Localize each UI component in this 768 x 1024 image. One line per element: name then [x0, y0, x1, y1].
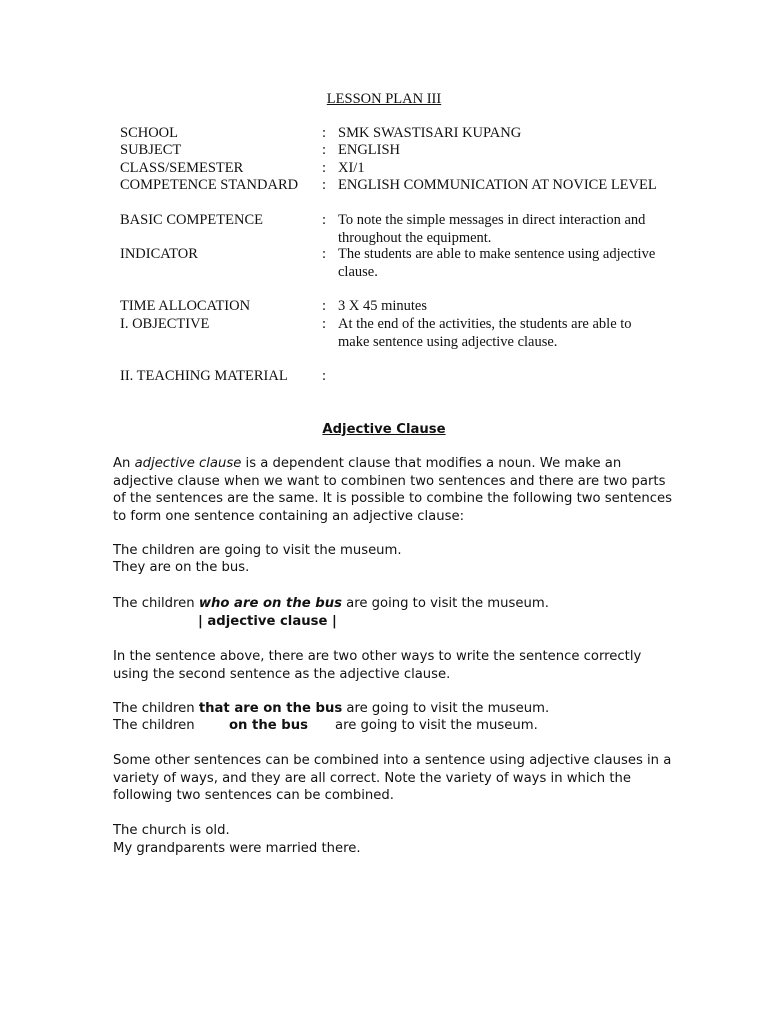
- alt2-clause: on the bus: [229, 718, 308, 733]
- info-value: To note the simple messages in direct interaction and throughout the equipment.: [338, 212, 646, 246]
- info-label: CLASS/SEMESTER: [120, 160, 244, 176]
- info-colon: :: [322, 125, 327, 141]
- intro-term: adjective clause: [134, 456, 242, 471]
- page-title: LESSON PLAN III: [326, 91, 442, 107]
- paragraph-two-ways: In the sentence above, there are two other ways to write the sentence correctly using the second sentence as the adjective clause.: [113, 649, 642, 682]
- example2-sentence-2: My grandparents were married there.: [113, 841, 361, 856]
- adjective-clause-marker: | adjective clause |: [198, 614, 337, 629]
- info-colon: :: [322, 316, 327, 332]
- info-label: SCHOOL: [120, 125, 179, 141]
- combined-sentence: [113, 595, 549, 613]
- alternative-sentence-2: [113, 717, 538, 735]
- alt2-pre: The children: [113, 718, 195, 733]
- info-value: ENGLISH: [338, 142, 401, 158]
- combined-pre: The children: [113, 596, 199, 611]
- intro-paragraph: [113, 455, 673, 525]
- intro-text-start: An: [113, 456, 135, 471]
- info-colon: :: [322, 160, 327, 176]
- info-label: I. OBJECTIVE: [120, 316, 210, 332]
- example-sentence-2: They are on the bus.: [113, 560, 250, 575]
- info-colon: :: [322, 246, 327, 262]
- combined-post: are going to visit the museum.: [341, 596, 549, 611]
- section-title: Adjective Clause: [322, 422, 446, 437]
- alt1-post: are going to visit the museum.: [342, 701, 550, 716]
- info-label: INDICATOR: [120, 246, 198, 262]
- alt2-post: are going to visit the museum.: [335, 718, 538, 733]
- info-value: The students are able to make sentence using adjective clause.: [338, 246, 656, 280]
- info-value: 3 X 45 minutes: [338, 298, 428, 314]
- info-colon: :: [322, 368, 327, 384]
- intro-text-rest: is a dependent clause that modifies a noun. We make an adjective clause when we want to combinen two sentences and there are two parts of the sentences are the same. It is possible to combine the following two sentences to form one sentence containing an adjective clause:: [113, 456, 673, 524]
- info-label: COMPETENCE STANDARD: [120, 177, 299, 193]
- info-colon: :: [322, 298, 327, 314]
- info-value: At the end of the activities, the students are able to make sentence using adjective clause.: [338, 316, 632, 350]
- example-sentence-1: The children are going to visit the museum.: [113, 543, 402, 558]
- info-label: BASIC COMPETENCE: [120, 212, 264, 228]
- alternative-sentence-1: [113, 700, 549, 718]
- info-colon: :: [322, 177, 327, 193]
- info-label: II. TEACHING MATERIAL: [120, 368, 288, 384]
- info-value: ENGLISH COMMUNICATION AT NOVICE LEVEL: [338, 177, 657, 193]
- example2-sentence-1: The church is old.: [113, 823, 230, 838]
- alt1-pre: The children: [113, 701, 199, 716]
- info-label: TIME ALLOCATION: [120, 298, 251, 314]
- paragraph-variety: Some other sentences can be combined into a sentence using adjective clauses in a variety of ways, and they are all correct. Note the variety of ways in which the following two sentences can be combined.: [113, 753, 672, 803]
- info-value: XI/1: [338, 160, 365, 176]
- info-colon: :: [322, 212, 327, 228]
- alt1-clause: that are on the bus: [198, 701, 343, 716]
- info-label: SUBJECT: [120, 142, 182, 158]
- info-colon: :: [322, 142, 327, 158]
- info-value: SMK SWASTISARI KUPANG: [338, 125, 522, 141]
- combined-clause: who are on the bus: [198, 596, 342, 611]
